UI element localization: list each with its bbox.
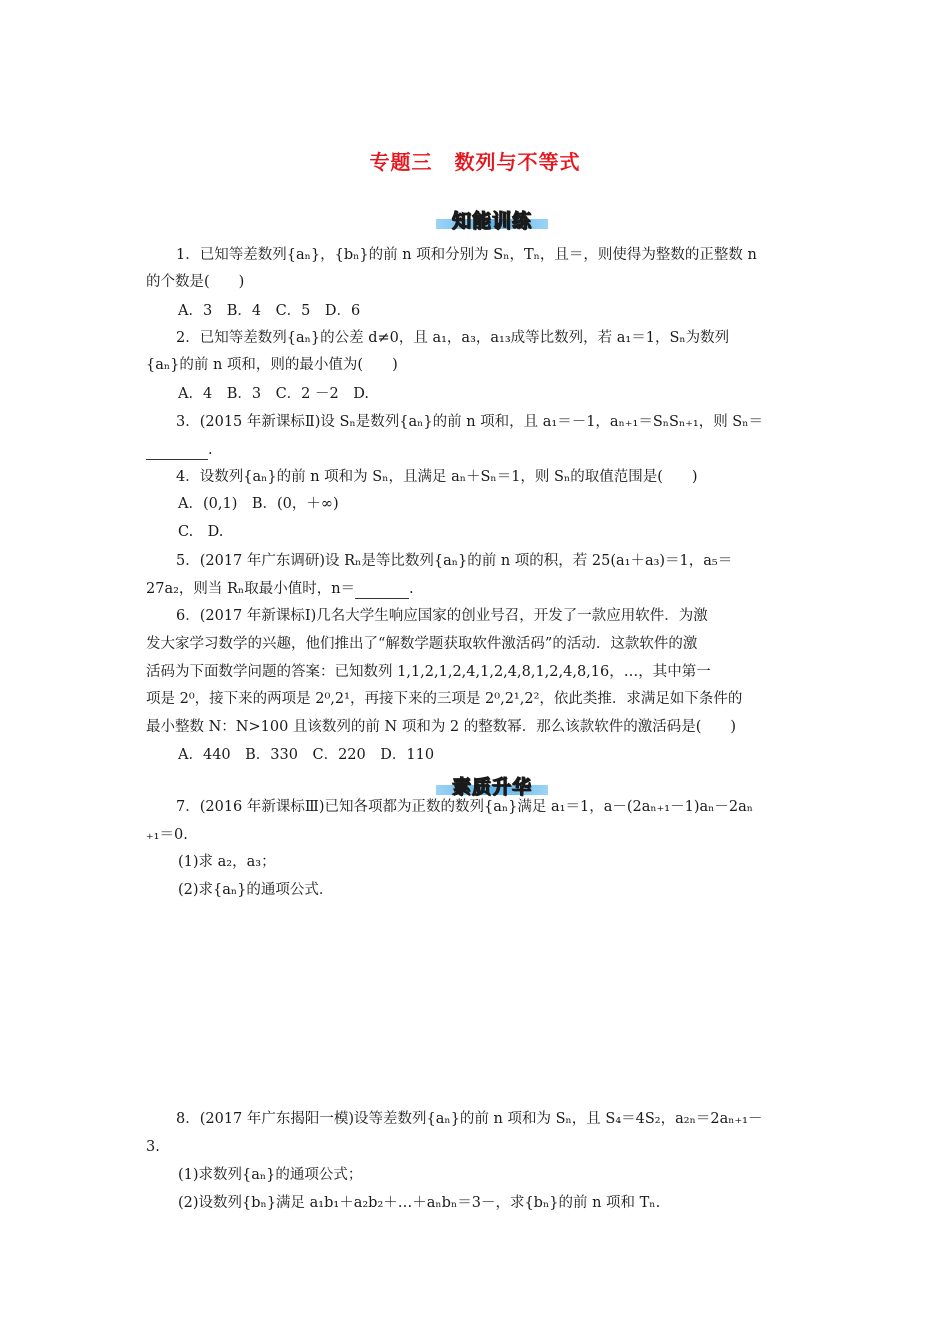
q2-options: A．4 B．3 C．2 －2 D.	[178, 386, 369, 402]
q5-line2-end: .	[409, 581, 414, 597]
q1-options: A．3 B．4 C．5 D．6	[178, 303, 361, 319]
section-banner-upgrade	[436, 774, 548, 796]
page-title	[0, 146, 950, 175]
q3-answer-blank[interactable]	[146, 445, 208, 460]
q2-line2: {aₙ}的前 n 项和，则的最小值为( )	[146, 357, 398, 373]
q7-sub1: (1)求 a₂，a₃；	[178, 854, 276, 870]
q7-sub2: (2)求{aₙ}的通项公式．	[178, 882, 334, 898]
q3-line2-end: .	[208, 442, 213, 458]
q4-options1: A．(0,1) B．(0，＋∞)	[178, 496, 339, 512]
title-part1: 专题三	[369, 150, 433, 174]
q5-line2-start: 27a₂，则当 Rₙ取最小值时，n＝	[146, 581, 356, 597]
q6-line5: 最小整数 N：N>100 且该数列的前 N 项和为 2 的整数幂．那么该款软件的激活码是( )	[146, 719, 737, 735]
q8-line1: 8．(2017 年广东揭阳一模)设等差数列{aₙ}的前 n 项和为 Sₙ，且 S₄＝4S₂，a₂ₙ＝2aₙ₊₁－	[176, 1111, 763, 1127]
q5-answer-blank[interactable]	[355, 584, 409, 599]
q7-line2: ₊₁＝0.	[146, 827, 188, 843]
title-part2: 数列与不等式	[454, 150, 581, 174]
q3-line2	[146, 440, 213, 460]
section-banner-training	[436, 208, 548, 230]
section-banner-upgrade-label: 素质升华	[451, 775, 532, 798]
q1-line1: 1．已知等差数列{aₙ}，{bₙ}的前 n 项和分别为 Sₙ，Tₙ，且＝，则使得为整数的正整数 n	[176, 247, 757, 263]
q8-sub1: (1)求数列{aₙ}的通项公式；	[178, 1167, 363, 1183]
section-banner-training-label: 知能训练	[451, 209, 532, 232]
q7-line1: 7．(2016 年新课标Ⅲ)已知各项都为正数的数列{aₙ}满足 a₁＝1，a－(2aₙ₊₁－1)aₙ－2aₙ	[176, 799, 754, 815]
q6-line3: 活码为下面数学问题的答案：已知数列 1,1,2,1,2,4,1,2,4,8,1,2,4,8,16，…，其中第一	[146, 664, 711, 680]
q6-options: A．440 B．330 C．220 D．110	[178, 747, 435, 763]
q8-sub2: (2)设数列{bₙ}满足 a₁b₁＋a₂b₂＋…＋aₙbₙ＝3－，求{bₙ}的前 n 项和 Tₙ.	[178, 1195, 661, 1211]
q6-line1: 6．(2017 年新课标Ⅰ)几名大学生响应国家的创业号召，开发了一款应用软件．为激	[176, 608, 708, 624]
q6-line4: 项是 2⁰，接下来的两项是 2⁰,2¹，再接下来的三项是 2⁰,2¹,2²，依此类推．求满足如下条件的	[146, 691, 743, 707]
q3-line1: 3．(2015 年新课标Ⅱ)设 Sₙ是数列{aₙ}的前 n 项和，且 a₁＝－1，aₙ₊₁＝SₙSₙ₊₁，则 Sₙ＝	[176, 414, 764, 430]
q5-line1: 5．(2017 年广东调研)设 Rₙ是等比数列{aₙ}的前 n 项的积，若 25(a₁＋a₃)＝1，a₅＝	[176, 553, 733, 569]
q4-line1: 4．设数列{aₙ}的前 n 项和为 Sₙ，且满足 aₙ＋Sₙ＝1，则 Sₙ的取值范围是( )	[176, 469, 698, 485]
q4-options2: C. D.	[178, 524, 224, 540]
q8-line2: 3.	[146, 1139, 160, 1155]
q5-line2	[146, 579, 414, 599]
q2-line1: 2．已知等差数列{aₙ}的公差 d≠0，且 a₁，a₃，a₁₃成等比数列，若 a₁＝1，Sₙ为数列	[176, 330, 730, 346]
q6-line2: 发大家学习数学的兴趣，他们推出了“解数学题获取软件激活码”的活动．这款软件的激	[146, 636, 698, 652]
q1-line2: 的个数是( )	[146, 274, 245, 290]
